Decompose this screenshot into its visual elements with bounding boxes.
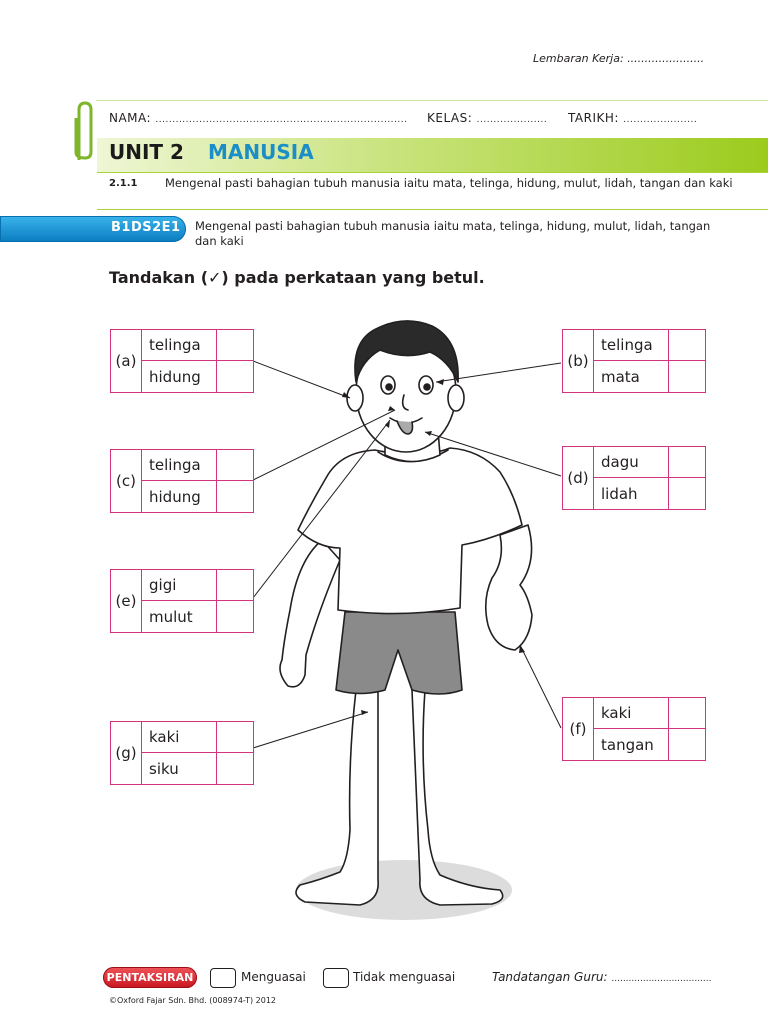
tick-box[interactable]	[217, 722, 253, 753]
unit-title: MANUSIA	[208, 140, 314, 164]
pentaksiran-badge: PENTAKSIRAN	[103, 967, 197, 988]
option-word: telinga	[142, 450, 217, 481]
question-label: (b)	[563, 330, 594, 392]
option-word: kaki	[142, 722, 217, 753]
tick-box[interactable]	[669, 478, 705, 509]
standard-text: Mengenal pasti bahagian tubuh manusia iaitu mata, telinga, hidung, mulut, lidah, tangan dan kaki	[195, 219, 711, 248]
tick-box[interactable]	[669, 330, 705, 361]
menguasai-checkbox[interactable]	[210, 968, 236, 988]
option-word: kaki	[594, 698, 669, 729]
tick-box[interactable]	[217, 450, 253, 481]
option-word: gigi	[142, 570, 217, 601]
tick-box[interactable]	[669, 698, 705, 729]
nama-field[interactable]: NAMA: ...........................................................................	[109, 111, 408, 125]
tidak-menguasai-label: Tidak menguasai	[353, 970, 456, 984]
option-word: dagu	[594, 447, 669, 478]
tick-box[interactable]	[217, 361, 253, 392]
standard-code: B1DS2E1	[111, 220, 181, 235]
question-c	[110, 449, 254, 513]
tick-box[interactable]	[669, 729, 705, 760]
question-label: (c)	[111, 450, 142, 512]
option-word: mulut	[142, 601, 217, 632]
menguasai-label: Menguasai	[241, 970, 306, 984]
question-b	[562, 329, 706, 393]
tick-box[interactable]	[217, 481, 253, 512]
option-word: hidung	[142, 481, 217, 512]
question-label: (f)	[563, 698, 594, 760]
option-word: tangan	[594, 729, 669, 760]
tidak-menguasai-checkbox[interactable]	[323, 968, 349, 988]
tarikh-field[interactable]: TARIKH: ......................	[568, 111, 698, 125]
question-f	[562, 697, 706, 761]
question-d	[562, 446, 706, 510]
tick-box[interactable]	[669, 361, 705, 392]
tick-box[interactable]	[217, 570, 253, 601]
option-word: siku	[142, 753, 217, 784]
option-word: lidah	[594, 478, 669, 509]
tick-box[interactable]	[217, 330, 253, 361]
question-label: (d)	[563, 447, 594, 509]
tick-box[interactable]	[217, 753, 253, 784]
question-label: (a)	[111, 330, 142, 392]
instruction: Tandakan (✓) pada perkataan yang betul.	[109, 268, 485, 287]
kelas-field[interactable]: KELAS: .....................	[427, 111, 548, 125]
copyright: ©Oxford Fajar Sdn. Bhd. (008974-T) 2012	[109, 996, 276, 1005]
question-label: (g)	[111, 722, 142, 784]
lembaran-kerja: Lembaran Kerja: ......................	[533, 52, 705, 65]
tick-box[interactable]	[669, 447, 705, 478]
question-e	[110, 569, 254, 633]
question-label: (e)	[111, 570, 142, 632]
tick-box[interactable]	[217, 601, 253, 632]
tandatangan-guru[interactable]: Tandatangan Guru: ...................................	[492, 970, 712, 984]
option-word: mata	[594, 361, 669, 392]
question-g	[110, 721, 254, 785]
option-word: hidung	[142, 361, 217, 392]
question-a	[110, 329, 254, 393]
objective-text: Mengenal pasti bahagian tubuh manusia iaitu mata, telinga, hidung, mulut, lidah, tangan dan kaki	[165, 176, 733, 190]
option-word: telinga	[594, 330, 669, 361]
option-word: telinga	[142, 330, 217, 361]
unit-number: UNIT 2	[109, 140, 184, 164]
objective-code: 2.1.1	[109, 178, 138, 189]
